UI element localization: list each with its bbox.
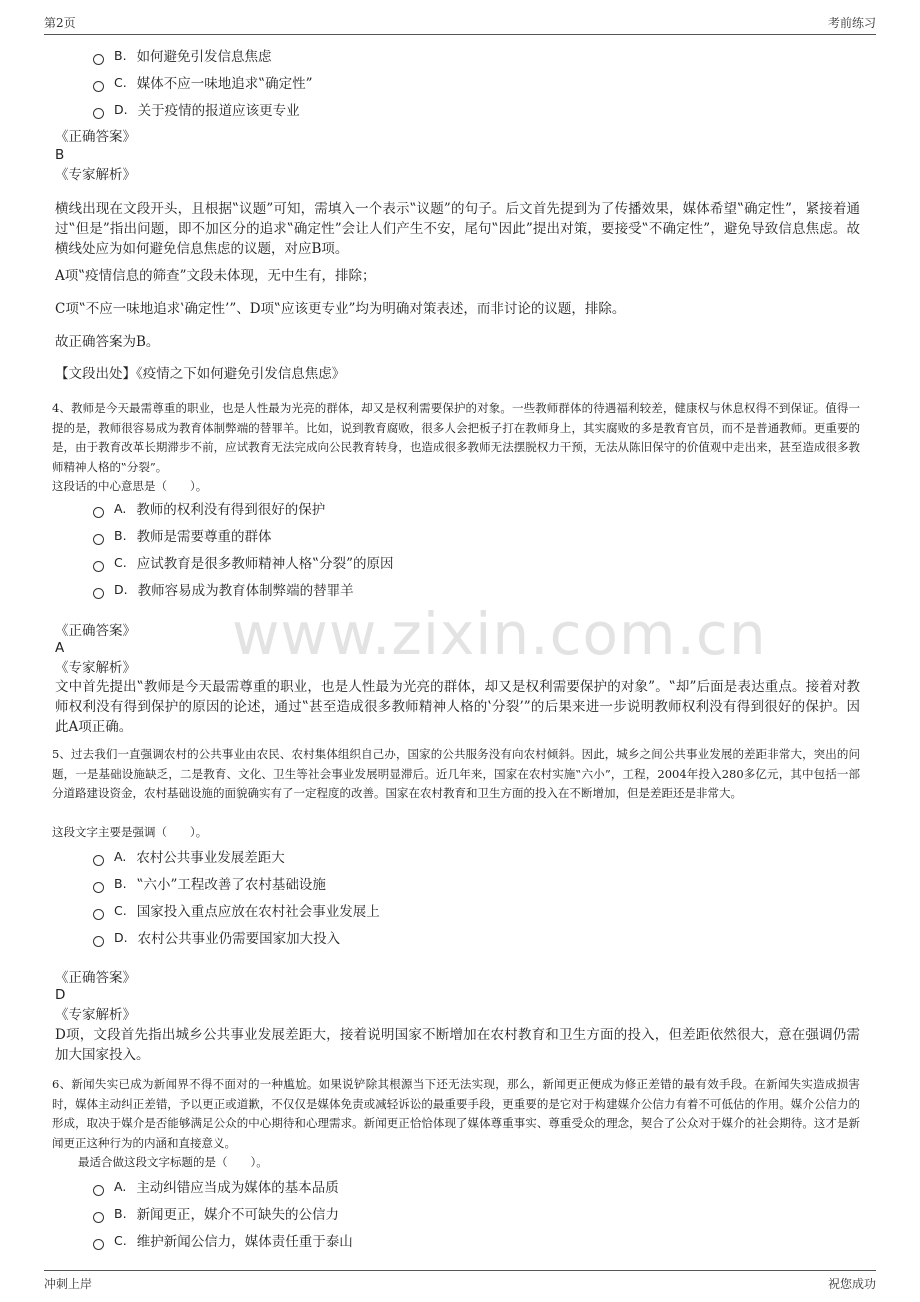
analysis-text: 文中首先提出‟教师是今天最需尊重的职业，也是人性最为光亮的群体，却又是权利需要保护的对象”。‟却”后面是表达重点。接着对教师权利没有得到保护的原因的论述，通过‟甚至造成很多教师精神人格的‛分裂’”的后果来进一步说明教师权利没有得到很好的保护。因此A项正确。: [55, 679, 860, 735]
question-prompt: 这段文字主要是强调（ ）。: [52, 825, 208, 839]
answer-label: 《正确答案》: [55, 623, 136, 639]
radio-icon[interactable]: [93, 1212, 104, 1223]
q5-option-b[interactable]: B. ‟六小”工程改善了农村基础设施: [93, 873, 326, 893]
page-footer: [44, 1270, 876, 1295]
q6-option-c[interactable]: C. 维护新闻公信力，媒体责任重于泰山: [93, 1230, 353, 1250]
radio-icon[interactable]: [93, 882, 104, 893]
analysis-text: C项‟不应一味地追求‛确定性’”、D项‟应该更专业”均为明确对策表述，而非讨论的议题，排除。: [55, 301, 626, 317]
radio-icon[interactable]: [93, 108, 104, 119]
source-text: 【文段出处】《疫情之下如何避免引发信息焦虑》: [55, 366, 346, 382]
q3-option-c[interactable]: C. 媒体不应一味地追求‟确定性”: [93, 72, 313, 92]
analysis-label: 《专家解析》: [55, 167, 136, 183]
q4-option-c[interactable]: C. 应试教育是很多教师精神人格‟分裂”的原因: [93, 552, 394, 572]
radio-icon[interactable]: [93, 936, 104, 947]
question-prompt: 这段话的中心意思是（ ）。: [52, 479, 208, 493]
radio-icon[interactable]: [93, 909, 104, 920]
answer-value: B: [55, 147, 65, 163]
question-prompt: 最适合做这段文字标题的是（ ）。: [78, 1155, 268, 1169]
q5-option-a[interactable]: A. 农村公共事业发展差距大: [93, 846, 285, 866]
question-stem: 4、教师是今天最需尊重的职业，也是人性最为光亮的群体，却又是权利需要保护的对象。一些教师群体的待遇福利较差，健康权与休息权得不到保证。值得一提的是，教师很容易成为教育体制弊端的替罪羊。比如，说到教育腐败，很多人会把板子打在教师身上，其实腐败的多是教育官员，而不是普通教师。更重要的是，由于教育改革长期滞步不前，应试教育无法完成向公民教育转身，也造成很多教师无法摆脱权力干预，无法从陈旧保守的价值观中走出来，甚至造成很多教师精神人格的‟分裂”。: [52, 401, 860, 474]
analysis-text: 故正确答案为B。: [55, 334, 160, 350]
radio-icon[interactable]: [93, 534, 104, 545]
radio-icon[interactable]: [93, 855, 104, 866]
analysis-text: D项，文段首先指出城乡公共事业发展差距大，接着说明国家不断增加在农村教育和卫生方面的投入，但差距依然很大，意在强调仍需加大国家投入。: [55, 1027, 860, 1063]
radio-icon[interactable]: [93, 507, 104, 518]
analysis-text: A项‟疫情信息的筛查”文段未体现，无中生有，排除；: [55, 268, 376, 284]
header-title: 考前练习: [827, 15, 876, 30]
q5-option-c[interactable]: C. 国家投入重点应放在农村社会事业发展上: [93, 900, 380, 920]
radio-icon[interactable]: [93, 1185, 104, 1196]
radio-icon[interactable]: [93, 561, 104, 572]
footer-right-text: 祝您成功: [827, 1276, 876, 1291]
radio-icon[interactable]: [93, 588, 104, 599]
footer-left-text: 冲刺上岸: [44, 1276, 93, 1291]
analysis-label: 《专家解析》: [55, 660, 136, 676]
question-stem: 5、过去我们一直强调农村的公共事业由农民、农村集体组织自己办，国家的公共服务没有向农村倾斜。因此，城乡之间公共事业发展的差距非常大，突出的问题，一是基础设施缺乏，二是教育、文化、卫生等社会事业发展明显滞后。近几年来，国家在农村实施‟六小”，工程，2004年投入280多亿元，其中包括一部分道路建设资金，农村基础设施的面貌确实有了一定程度的改善。国家在农村教育和卫生方面的投入在不断增加，但是差距还是非常大。: [52, 747, 860, 800]
q4-option-b[interactable]: B. 教师是需要尊重的群体: [93, 525, 272, 545]
q6-option-b[interactable]: B. 新闻更正，媒介不可缺失的公信力: [93, 1203, 339, 1223]
answer-value: A: [55, 640, 65, 656]
page-number: 第2页: [44, 15, 76, 30]
analysis-label: 《专家解析》: [55, 1007, 136, 1023]
q3-option-b[interactable]: B. 如何避免引发信息焦虑: [93, 45, 272, 65]
radio-icon[interactable]: [93, 1239, 104, 1250]
page-header: [44, 10, 876, 35]
q4-option-a[interactable]: A. 教师的权利没有得到很好的保护: [93, 498, 325, 518]
q3-option-d[interactable]: D. 关于疫情的报道应该更专业: [93, 99, 300, 119]
q6-option-a[interactable]: A. 主动纠错应当成为媒体的基本品质: [93, 1176, 339, 1196]
watermark: www.zixin.com.cn: [232, 600, 767, 668]
answer-value: D: [55, 987, 66, 1003]
q5-option-d[interactable]: D. 农村公共事业仍需要国家加大投入: [93, 927, 340, 947]
analysis-text: 横线出现在文段开头，且根据‟议题”可知，需填入一个表示‟议题”的句子。后文首先提到为了传播效果，媒体希望‟确定性”，紧接着通过‟但是”指出问题，即不加区分的追求‟确定性”会让人们产生不安，尾句‟因此”提出对策，要接受‟不确定性”，避免导致信息焦虑。故横线处应为如何避免信息焦虑的议题，对应B项。: [55, 201, 860, 257]
radio-icon[interactable]: [93, 54, 104, 65]
question-stem: 6、新闻失实已成为新闻界不得不面对的一种尴尬。如果说铲除其根源当下还无法实现，那么，新闻更正便成为修正差错的最有效手段。在新闻失实造成损害时，媒体主动纠正差错，予以更正或道歉，不仅仅是媒体免责或减轻诉讼的最重要手段，更重要的是它对于构建媒介公信力有着不可低估的作用。媒介公信力的形成，取决于媒介是否能够满足公众的中心期待和心理需求。新闻更正恰恰体现了媒体尊重事实、尊重受众的理念，契合了公众对于媒介的社会期待。这才是新闻更正这种行为的内涵和直接意义。: [52, 1077, 860, 1150]
q4-option-d[interactable]: D. 教师容易成为教育体制弊端的替罪羊: [93, 579, 354, 599]
answer-label: 《正确答案》: [55, 970, 136, 986]
radio-icon[interactable]: [93, 81, 104, 92]
answer-label: 《正确答案》: [55, 129, 136, 145]
